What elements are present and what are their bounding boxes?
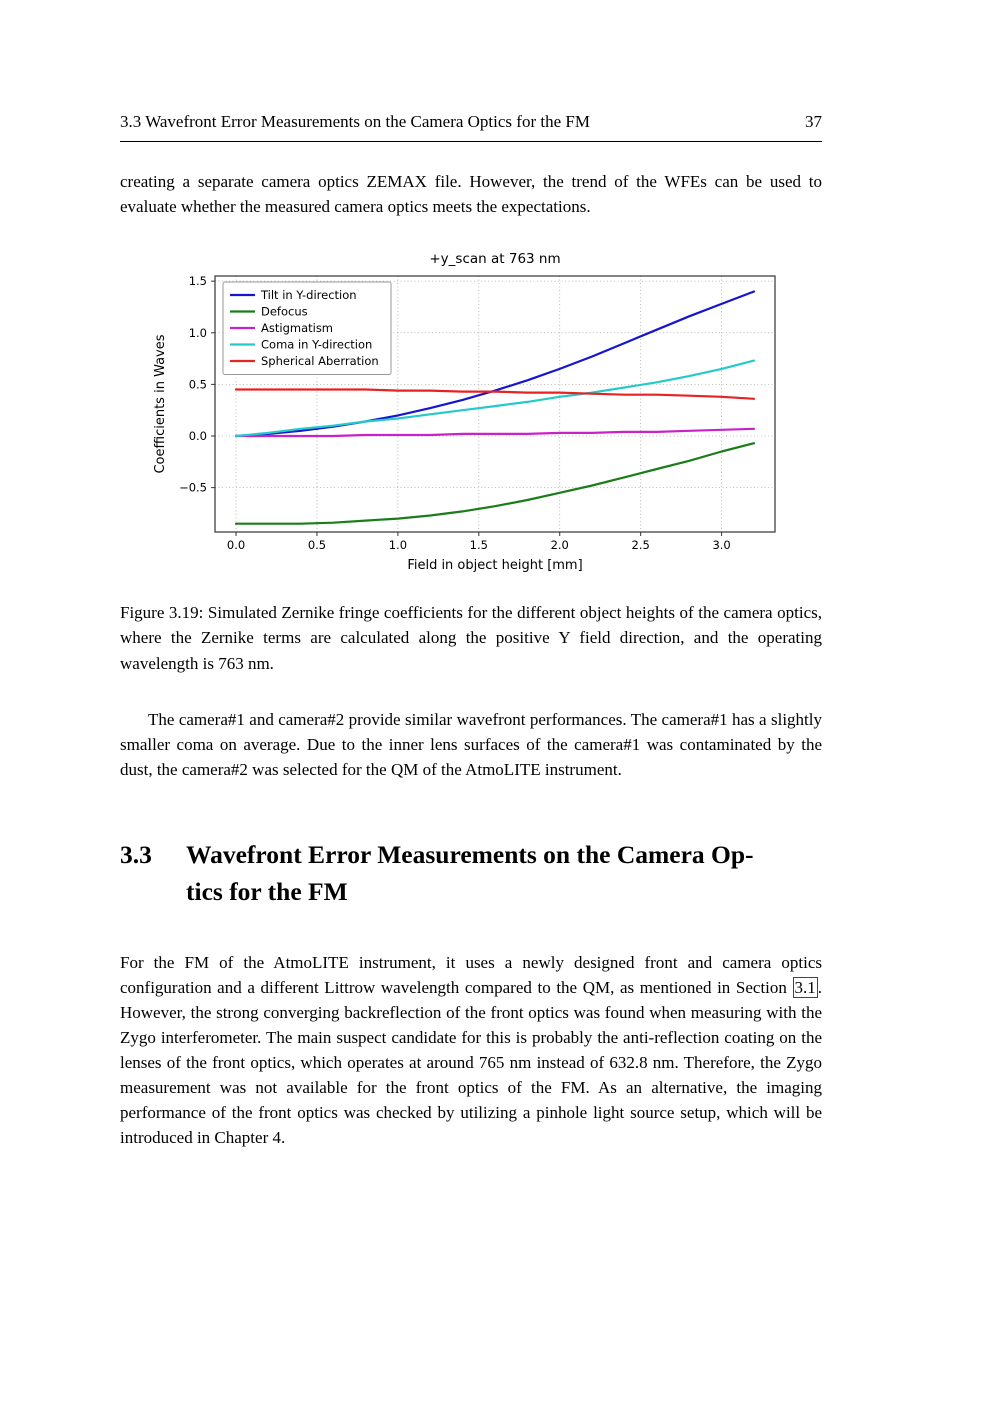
running-header [120, 112, 822, 141]
figure-3-19 [120, 246, 822, 677]
svg-text:Astigmatism: Astigmatism [261, 320, 334, 335]
section-title-line-2: tics for the FM [186, 877, 348, 907]
svg-text:2.5: 2.5 [631, 537, 650, 552]
intro-paragraph: creating a separate camera optics ZEMAX file. However, the trend of the WFEs can be used to evaluate whether the measured camera optics meets the expectations. [120, 172, 822, 216]
svg-text:0.0: 0.0 [188, 428, 207, 443]
section-number: 3.3 [120, 840, 152, 870]
svg-text:1.5: 1.5 [469, 537, 488, 552]
fm-paragraph-after-ref: . However, the strong converging backreflection of the front optics was found when measuring with the Zygo interferometer. The main suspect candidate for this is probably the anti-reflection coating on the lenses of the front optics, which operates at around 765 nm instead of 632.8 nm. Therefore, the Zygo measurement was not available for the front optics of the FM. As an alternative, the imaging performance of the front optics was checked by utilizing a pinhole light source setup, which will be introduced in Chapter 4. [120, 978, 822, 1148]
svg-text:0.0: 0.0 [226, 537, 246, 552]
svg-text:Coefficients in Waves: Coefficients in Waves [153, 334, 168, 474]
section-title [186, 837, 754, 911]
fm-paragraph-before-ref: For the FM of the AtmoLITE instrument, it uses a newly designed front and camera optics configuration and a different Littrow wavelength compared to the QM, as mentioned in Section [120, 953, 822, 998]
fm-paragraph [120, 951, 822, 1151]
svg-text:−0.5: −0.5 [179, 480, 207, 495]
svg-text:Tilt in Y-direction: Tilt in Y-direction [261, 287, 357, 302]
svg-text:0.5: 0.5 [188, 377, 207, 392]
svg-text:Defocus: Defocus [261, 304, 308, 319]
figure-caption: Figure 3.19: Simulated Zernike fringe coefficients for the different object heights of the camera optics, where the Zernike terms are calculated along the positive Y field direction, and the operating wavelength is 763 nm. [120, 602, 822, 673]
svg-text:1.0: 1.0 [188, 325, 207, 340]
svg-text:0.5: 0.5 [307, 537, 327, 552]
section-heading [120, 837, 822, 911]
section-title-line-1: Wavefront Error Measurements on the Camera Op- [186, 840, 754, 870]
svg-text:+y_scan at 763 nm: +y_scan at 763 nm [429, 250, 561, 267]
svg-text:Field in object height [mm]: Field in object height [mm] [407, 557, 583, 573]
svg-text:2.0: 2.0 [550, 537, 569, 552]
svg-text:Spherical Aberration: Spherical Aberration [261, 353, 379, 368]
page-content [120, 112, 822, 1151]
camera-comparison-paragraph: The camera#1 and camera#2 provide similar wavefront performances. The camera#1 has a slightly smaller coma on average. Due to the inner lens surfaces of the camera#1 was contaminated by the dust, the camera#2 was selected for the QM of the AtmoLITE instrument. [120, 710, 822, 780]
svg-text:3.0: 3.0 [712, 537, 731, 552]
header-rule [120, 141, 822, 142]
page-number: 37 [805, 112, 822, 131]
svg-text:1.5: 1.5 [188, 274, 207, 289]
svg-text:1.0: 1.0 [388, 537, 408, 552]
running-header-title: 3.3 Wavefront Error Measurements on the Camera Optics for the FM [120, 112, 590, 131]
zernike-coefficients-chart [151, 246, 791, 576]
svg-text:Coma in Y-direction: Coma in Y-direction [261, 337, 373, 352]
section-3-1-link[interactable]: 3.1 [794, 978, 816, 998]
